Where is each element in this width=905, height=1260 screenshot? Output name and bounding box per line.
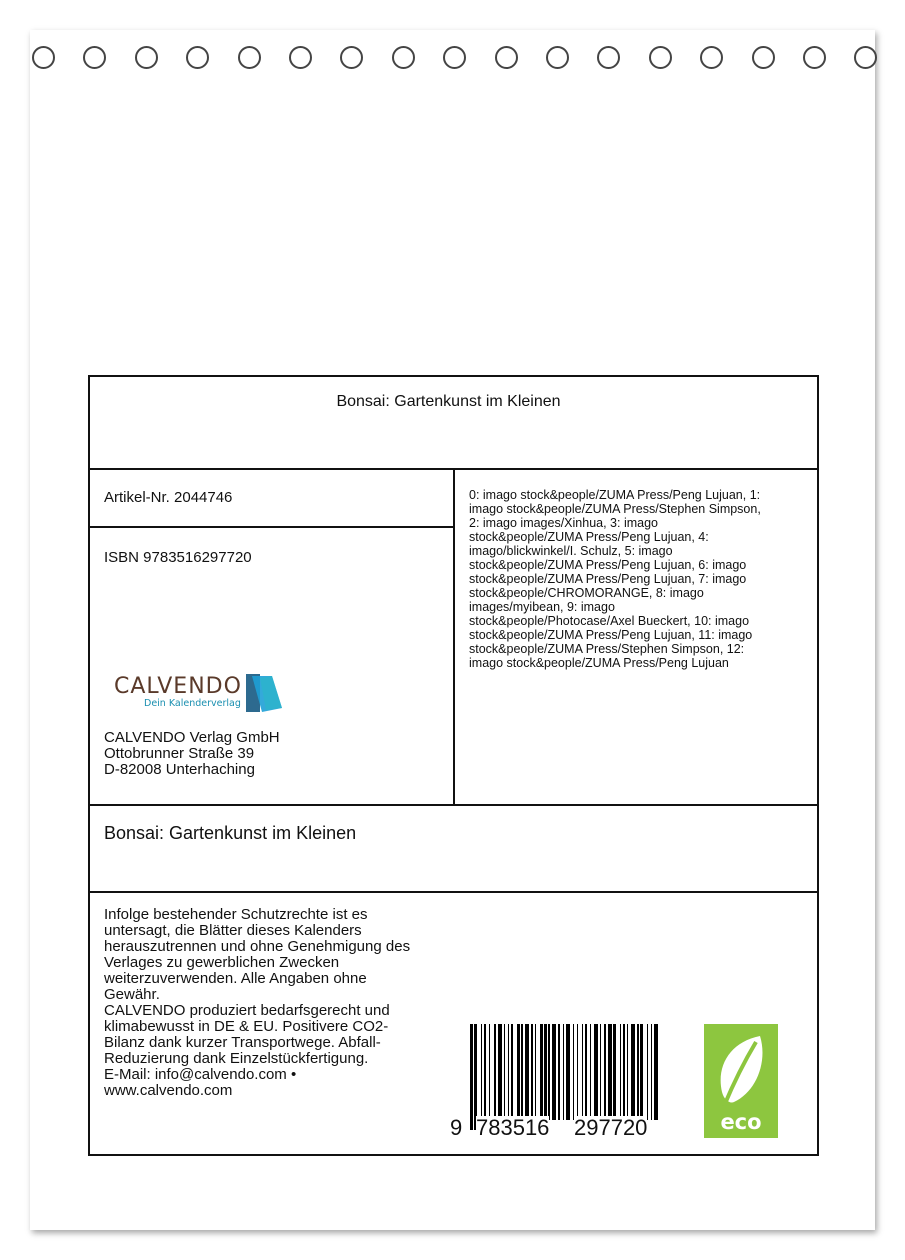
photo-credits: 0: imago stock&people/ZUMA Press/Peng Lujuan, 1: imago stock&people/ZUMA Press/Stephen Simpson, 2: imago images/Xinhua, 3: imago stock&people/ZUMA Press/Peng Lujuan, 4: imago/blickwinkel/I. Schulz, 5: imago stock&people/ZUMA Press/Peng Lujuan, 6: imago stock&people/ZUMA Press/Peng Lujuan, 7: imago stock&people/CHROMORANGE, 8: imago images/myibean, 9: imago stock&people/Photocase/Axel Bueckert, 10: imago stock&people/ZUMA Press/Peng Lujuan, 11: imago stock&people/ZUMA Press/Stephen Simpson, 12: imago stock&people/ZUMA Press/Peng Lujuan	[469, 488, 761, 670]
binding-ring	[546, 46, 569, 69]
barcode-bar	[517, 1024, 520, 1120]
binding-ring	[649, 46, 672, 69]
barcode-bar	[494, 1024, 495, 1120]
barcode-bar	[631, 1024, 635, 1120]
binding-ring	[135, 46, 158, 69]
calvendo-logo	[114, 674, 284, 714]
eco-badge	[704, 1024, 778, 1138]
divider	[88, 891, 817, 893]
isbn-barcode	[450, 1024, 655, 1142]
barcode-bar	[540, 1024, 543, 1120]
barcode-bar	[640, 1024, 643, 1120]
barcode-bar	[552, 1024, 556, 1120]
barcode-bar	[566, 1024, 570, 1120]
barcode-lead-digit: 9	[450, 1115, 463, 1140]
barcode-bars	[470, 1024, 655, 1120]
barcode-bar	[511, 1024, 514, 1120]
binding-ring	[443, 46, 466, 69]
binding-ring	[186, 46, 209, 69]
barcode-bar	[654, 1024, 658, 1120]
binding-ring	[854, 46, 877, 69]
binding-ring	[392, 46, 415, 69]
legal-notice: Infolge bestehender Schutzrechte ist es untersagt, die Blätter dieses Kalenders herauszutrennen und ohne Genehmigung des Verlages zu gewerblichen Zwecken weiterzuverwenden. Alle Angaben ohne Gewähr. CALVENDO produziert bedarfsgerecht und klimabewusst in DE & EU. Positivere CO2- Bilanz dank kurzer Transportwege. Abfall- Reduzierung dank Einzelstückfertigung. E-Mail: info@calvendo.com • www.calvendo.com	[104, 906, 411, 1099]
barcode-bar	[558, 1024, 561, 1120]
barcode-bar	[627, 1024, 628, 1120]
barcode-bar	[594, 1024, 598, 1120]
calendar-subtitle: Bonsai: Gartenkunst im Kleinen	[104, 823, 357, 843]
divider	[453, 468, 455, 805]
leaf-icon	[710, 1032, 772, 1110]
barcode-bar	[573, 1024, 574, 1120]
binding-ring	[32, 46, 55, 69]
binding-rings	[30, 46, 875, 72]
barcode-bar	[531, 1024, 534, 1120]
barcode-bar	[651, 1024, 652, 1120]
barcode-bar	[548, 1024, 549, 1120]
barcode-bar	[535, 1024, 536, 1120]
binding-ring	[83, 46, 106, 69]
barcode-bar	[544, 1024, 547, 1120]
isbn: ISBN 9783516297720	[104, 549, 252, 566]
barcode-bar	[470, 1024, 473, 1130]
eco-label: eco	[720, 1110, 762, 1134]
barcode-bar	[604, 1024, 607, 1120]
barcode-bar	[521, 1024, 522, 1120]
barcode-bar	[508, 1024, 509, 1120]
barcode-bar	[504, 1024, 505, 1120]
barcode-bar	[613, 1024, 616, 1120]
barcode-bar	[484, 1024, 487, 1120]
publisher-address: CALVENDO Verlag GmbH Ottobrunner Straße 39 D-82008 Unterhaching	[104, 729, 280, 778]
barcode-bar	[620, 1024, 621, 1120]
page-flip-icon	[246, 674, 284, 714]
barcode-bar	[525, 1024, 529, 1120]
binding-ring	[597, 46, 620, 69]
binding-ring	[752, 46, 775, 69]
page-title: Bonsai: Gartenkunst im Kleinen	[336, 393, 561, 410]
barcode-left-digits: 783516	[476, 1115, 550, 1140]
divider	[88, 526, 454, 528]
barcode-bar	[608, 1024, 612, 1120]
barcode-bar	[637, 1024, 638, 1120]
binding-ring	[238, 46, 261, 69]
barcode-bar	[623, 1024, 626, 1120]
article-number: Artikel-Nr. 2044746	[104, 489, 233, 506]
logo-tagline: Dein Kalenderverlag	[144, 698, 241, 709]
barcode-bar	[590, 1024, 591, 1120]
barcode-bar	[577, 1024, 578, 1120]
binding-ring	[700, 46, 723, 69]
barcode-bar	[498, 1024, 502, 1120]
barcode-right-digits: 297720	[574, 1115, 648, 1140]
binding-ring	[803, 46, 826, 69]
binding-ring	[289, 46, 312, 69]
logo-wordmark: CALVENDO	[114, 674, 242, 699]
barcode-bar	[647, 1024, 648, 1120]
binding-ring	[495, 46, 518, 69]
barcode-bar	[563, 1024, 564, 1120]
barcode-bar	[481, 1024, 482, 1120]
barcode-bar	[600, 1024, 601, 1120]
barcode-bar	[489, 1024, 490, 1120]
binding-ring	[340, 46, 363, 69]
